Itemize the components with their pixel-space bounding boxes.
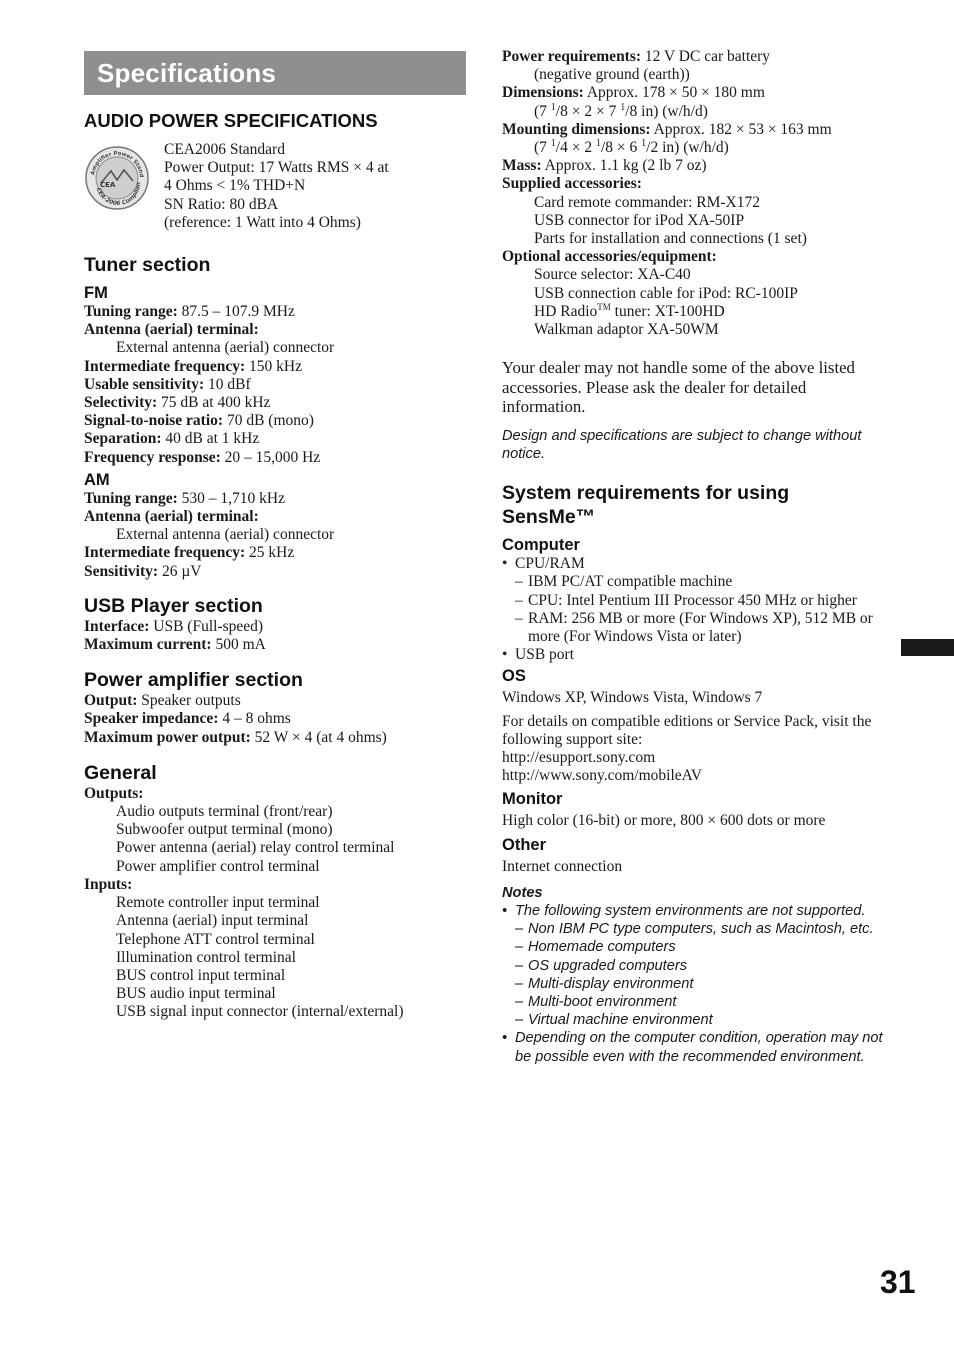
notes-list [502, 902, 886, 1066]
monitor-text: High color (16-bit) or more, 800 × 600 dots or more [502, 812, 826, 830]
spec-row: Antenna (aerial) terminal: [84, 508, 259, 526]
spec-row: Tuning range: 530 – 1,710 kHz [84, 489, 285, 507]
accessory-item: Parts for installation and connections (1 set) [534, 230, 807, 248]
inputs-label: Inputs: [84, 875, 133, 893]
svg-text:Amplifier Power Standard: Amplifier Power Stand [90, 150, 145, 178]
spec-row: Selectivity: 75 dB at 400 kHz [84, 394, 271, 412]
cea-line: Power Output: 17 Watts RMS × 4 at [164, 159, 389, 177]
dealer-note: Your dealer may not handle some of the above listed accessories. Please ask the dealer for detailed information. [502, 358, 855, 417]
spec-value: External antenna (aerial) connector [116, 526, 335, 544]
input-item: BUS audio input terminal [116, 985, 276, 1003]
cea-line: CEA2006 Standard [164, 141, 285, 158]
spec-row: Power requirements: 12 V DC car battery [502, 48, 771, 65]
spec-value: (7 $^1$/4 × 2 $^1$/8 × 6 $^1$/2 in) (w/h/d) [534, 138, 729, 157]
list-item: – RAM: 256 MB or more (For Windows XP), 512 MB or more (For Windows Vista or later) [515, 610, 886, 646]
cea-compliance-logo-icon [84, 145, 150, 211]
spec-row: Usable sensitivity: 10 dBf [84, 375, 251, 393]
note-sublist [515, 920, 886, 1029]
list-item: • USB port [502, 646, 886, 664]
input-item: Antenna (aerial) input terminal [116, 912, 309, 930]
list-item: – Non IBM PC type computers, such as Macintosh, etc. [515, 920, 886, 938]
design-note: Design and specifications are subject to change without notice. [502, 427, 862, 462]
usb-heading: USB Player section [84, 594, 263, 617]
output-item: Audio outputs terminal (front/rear) [116, 803, 333, 821]
spec-row: Maximum current: 500 mA [84, 636, 266, 654]
page-number: 31 [880, 1264, 916, 1300]
output-item: Power amplifier control terminal [116, 857, 320, 875]
sysreq-heading: System requirements for using SensMe™ [502, 482, 790, 529]
input-item: USB signal input connector (internal/external) [116, 1003, 404, 1021]
list-item: – Homemade computers [515, 938, 886, 956]
spec-row: Maximum power output: 52 W × 4 (at 4 ohms) [84, 728, 387, 746]
fm-specs [84, 303, 466, 467]
spec-row: Frequency response: 20 – 15,000 Hz [84, 448, 321, 466]
spec-row: Output: Speaker outputs [84, 692, 241, 710]
support-url[interactable]: http://esupport.sony.com [502, 748, 656, 766]
spec-row: Signal-to-noise ratio: 70 dB (mono) [84, 412, 314, 430]
amp-heading: Power amplifier section [84, 669, 303, 692]
notes-block [502, 884, 886, 1066]
cea-line: (reference: 1 Watt into 4 Ohms) [164, 213, 361, 231]
input-item: Telephone ATT control terminal [116, 930, 315, 948]
notes-heading: Notes [502, 884, 543, 901]
accessory-item: Card remote commander: RM-X172 [534, 193, 760, 211]
os-text: Windows XP, Windows Vista, Windows 7 [502, 689, 763, 707]
page-title: Specifications [84, 51, 466, 95]
accessory-item: USB connector for iPod XA-50IP [534, 211, 745, 229]
support-url[interactable]: http://www.sony.com/mobileAV [502, 767, 703, 785]
input-item: BUS control input terminal [116, 966, 286, 984]
fm-heading: FM [84, 284, 108, 303]
spec-value: External antenna (aerial) connector [116, 339, 335, 357]
monitor-heading: Monitor [502, 790, 563, 809]
am-heading: AM [84, 470, 110, 489]
list-item: – CPU: Intel Pentium III Processor 450 MHz or higher [515, 592, 886, 610]
spec-row: Dimensions: Approx. 178 × 50 × 180 mm [502, 84, 765, 102]
list-item: – OS upgraded computers [515, 957, 886, 975]
computer-heading: Computer [502, 536, 580, 555]
cea-spec-text [164, 141, 389, 232]
right-column [502, 48, 886, 1066]
audio-power-heading: AUDIO POWER SPECIFICATIONS [84, 110, 378, 131]
spec-row: Optional accessories/equipment: [502, 248, 717, 266]
spec-row: Mounting dimensions: Approx. 182 × 53 × 163 mm [502, 120, 832, 138]
other-text: Internet connection [502, 857, 623, 875]
svg-text:CEA-2006 Compliant: CEA-2006 Complian [94, 182, 143, 208]
spec-value: (7 $^1$/8 × 2 × 7 $^1$/8 in) (w/h/d) [534, 101, 708, 120]
section-tab-marker [901, 639, 954, 656]
input-item: Illumination control terminal [116, 948, 296, 966]
optional-item: Source selector: XA-C40 [534, 266, 691, 284]
cpu-sublist [515, 573, 886, 646]
spec-row: Intermediate frequency: 25 kHz [84, 544, 295, 562]
list-item: – Multi-boot environment [515, 993, 886, 1011]
computer-list [502, 555, 886, 664]
spec-row: Antenna (aerial) terminal: [84, 321, 259, 339]
note-item: • The following system environments are not supported. – Non IBM PC type computers, such as Macintosh, etc. – Homemade computers – OS upgraded computers – Multi-display environment – Multi-boot environment – Virtual machine environment [502, 902, 886, 1029]
amp-specs [84, 692, 466, 747]
list-item: – Virtual machine environment [515, 1011, 886, 1029]
os-heading: OS [502, 667, 526, 686]
output-item: Subwoofer output terminal (mono) [116, 821, 333, 839]
spec-row: Speaker impedance: 4 – 8 ohms [84, 710, 291, 728]
spec-row: Supplied accessories: [502, 175, 642, 193]
tuner-heading: Tuner section [84, 254, 211, 277]
list-item: – IBM PC/AT compatible machine [515, 573, 886, 591]
svg-text:CEA: CEA [100, 181, 116, 189]
optional-item: HD Radio™ tuner: XT-100HD [534, 301, 725, 320]
misc-specs [502, 48, 886, 339]
spec-row: Intermediate frequency: 150 kHz [84, 357, 302, 375]
cea-line: SN Ratio: 80 dBA [164, 195, 279, 213]
spec-row: Tuning range: 87.5 – 107.9 MHz [84, 303, 295, 321]
general-heading: General [84, 761, 157, 784]
list-item: • CPU/RAM – IBM PC/AT compatible machine – CPU: Intel Pentium III Processor 450 MHz or higher – RAM: 256 MB or more (For Windows XP), 512 MB or more (For Windows Vista or later) [502, 555, 886, 646]
outputs-label: Outputs: [84, 784, 144, 802]
other-heading: Other [502, 835, 547, 854]
note-item: • Depending on the computer condition, operation may not be possible even with the recommended environment. [502, 1029, 886, 1065]
left-column [84, 46, 466, 1022]
usb-specs [84, 618, 466, 654]
general-specs [84, 785, 466, 1022]
optional-item: Walkman adaptor XA-50WM [534, 321, 719, 339]
optional-item: USB connection cable for iPod: RC-100IP [534, 284, 798, 302]
spec-row: Sensitivity: 26 µV [84, 562, 202, 580]
spec-row: Mass: Approx. 1.1 kg (2 lb 7 oz) [502, 157, 707, 175]
spec-row: Separation: 40 dB at 1 kHz [84, 430, 260, 448]
spec-row: Interface: USB (Full-speed) [84, 617, 264, 635]
cea-block [84, 141, 466, 232]
am-specs [84, 490, 466, 581]
cea-line: 4 Ohms < 1% THD+N [164, 177, 306, 195]
list-item: – Multi-display environment [515, 975, 886, 993]
spec-value: (negative ground (earth)) [534, 66, 690, 84]
input-item: Remote controller input terminal [116, 894, 320, 912]
output-item: Power antenna (aerial) relay control terminal [116, 839, 395, 857]
os-details: For details on compatible editions or Service Pack, visit the following support site: [502, 712, 872, 748]
